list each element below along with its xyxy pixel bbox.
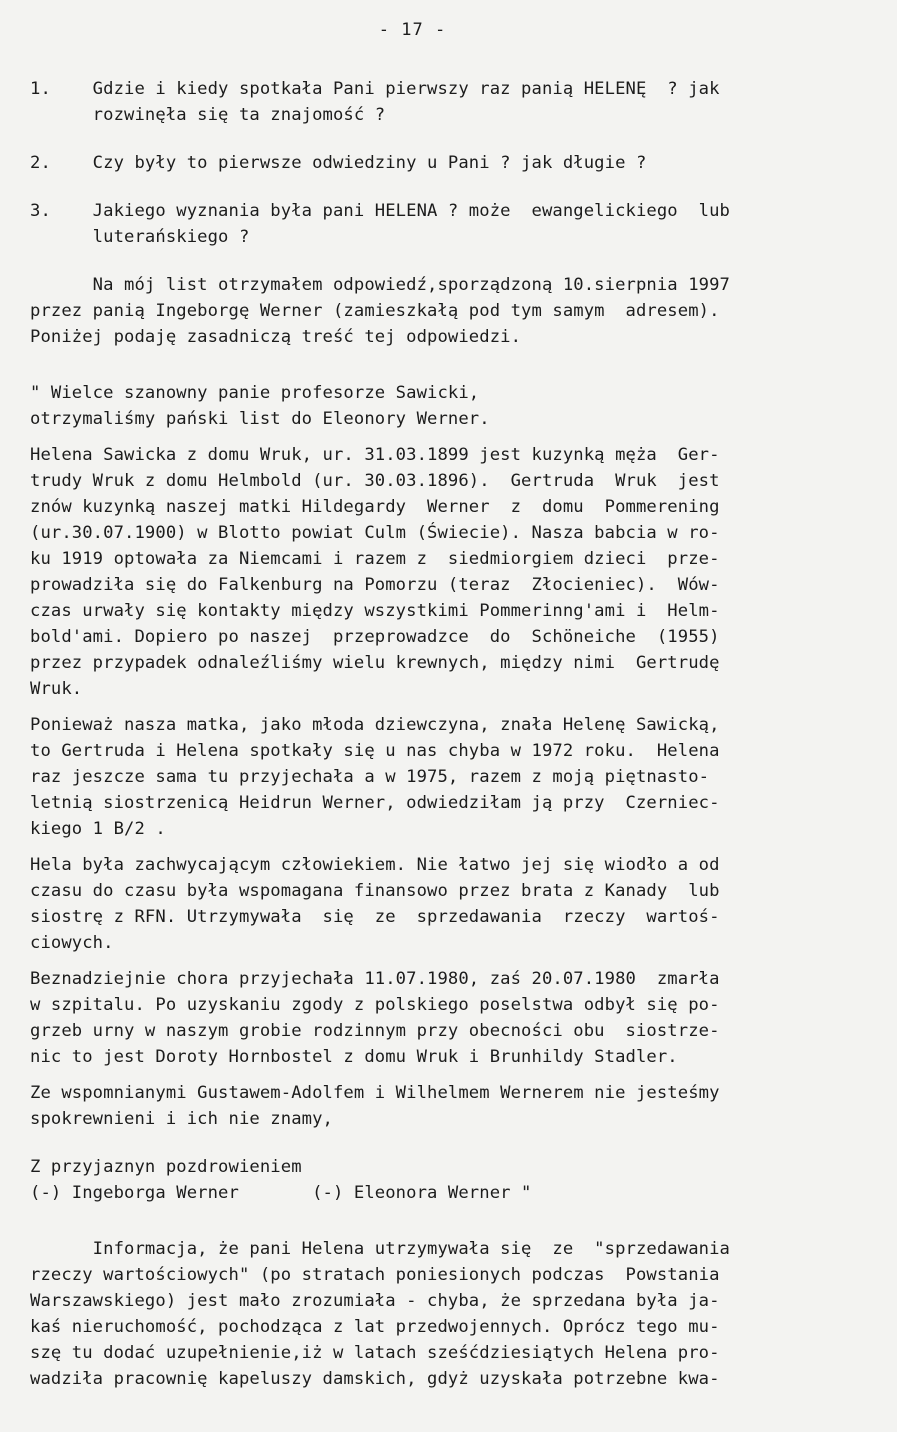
text-line: luterańskiego ?: [30, 227, 250, 247]
text-line: znów kuzynką naszej matki Hildegardy Werner z domu Pommerening: [30, 497, 720, 517]
text-line: prowadziła się do Falkenburg na Pomorzu (teraz Złocieniec). Wów-: [30, 575, 720, 595]
text-line: kiego 1 B/2 .: [30, 819, 166, 839]
text-line: letnią siostrzenicą Heidrun Werner, odwiedziłam ją przy Czerniec-: [30, 793, 720, 813]
text-line: Z przyjaznyn pozdrowieniem: [30, 1157, 302, 1177]
text-line: to Gertruda i Helena spotkały się u nas chyba w 1972 roku. Helena: [30, 741, 720, 761]
text-line: przez przypadek odnaleźliśmy wielu krewnych, między nimi Gertrudę: [30, 653, 720, 673]
text-line: rozwinęła się ta znajomość ?: [30, 105, 386, 125]
text-line: Wruk.: [30, 679, 83, 699]
question-3: [30, 198, 868, 250]
final-paragraph: [30, 1236, 868, 1392]
intro-paragraph: [30, 272, 868, 350]
text-line: Helena Sawicka z domu Wruk, ur. 31.03.1899 jest kuzynką męża Ger-: [30, 445, 720, 465]
text-line: kaś nieruchomość, pochodząca z lat przedwojennych. Oprócz tego mu-: [30, 1317, 720, 1337]
letter-closing: [30, 1154, 868, 1206]
text-line: bold'ami. Dopiero po naszej przeprowadzce do Schöneiche (1955): [30, 627, 720, 647]
text-line: Ponieważ nasza matka, jako młoda dziewczyna, znała Helenę Sawicką,: [30, 715, 720, 735]
letter-paragraph: [30, 966, 868, 1070]
letter-paragraph: [30, 852, 868, 956]
text-line: Hela była zachwycającym człowiekiem. Nie łatwo jej się wiodło a od: [30, 855, 720, 875]
question-1: [30, 76, 868, 128]
text-line: Beznadziejnie chora przyjechała 11.07.1980, zaś 20.07.1980 zmarła: [30, 969, 720, 989]
text-line: raz jeszcze sama tu przyjechała a w 1975, razem z moją piętnasto-: [30, 767, 710, 787]
text-line: szę tu dodać uzupełnienie,iż w latach sześćdziesiątych Helena pro-: [30, 1343, 720, 1363]
text-line: Poniżej podaję zasadniczą treść tej odpowiedzi.: [30, 327, 522, 347]
text-line: otrzymaliśmy pański list do Eleonory Werner.: [30, 409, 490, 429]
text-line: trudy Wruk z domu Helmbold (ur. 30.03.1896). Gertruda Wruk jest: [30, 471, 720, 491]
text-line: ciowych.: [30, 933, 114, 953]
letter-paragraph: [30, 1080, 868, 1132]
text-line: rzeczy wartościowych" (po stratach poniesionych podczas Powstania: [30, 1265, 720, 1285]
text-line: 2. Czy były to pierwsze odwiedziny u Pani ? jak długie ?: [30, 153, 647, 173]
document-body: [30, 76, 868, 1392]
text-line: czas urwały się kontakty między wszystkimi Pommerinng'ami i Helm-: [30, 601, 720, 621]
page-number: - 17 -: [378, 20, 447, 40]
text-line: przez panią Ingeborgę Werner (zamieszkałą pod tym samym adresem).: [30, 301, 720, 321]
letter-salutation: [30, 380, 868, 432]
text-line: " Wielce szanowny panie profesorze Sawicki,: [30, 383, 480, 403]
text-line: Warszawskiego) jest mało zrozumiała - chyba, że sprzedana była ja-: [30, 1291, 720, 1311]
text-line: siostrę z RFN. Utrzymywała się ze sprzedawania rzeczy wartoś-: [30, 907, 720, 927]
text-line: grzeb urny w naszym grobie rodzinnym przy obecności obu siostrze-: [30, 1021, 720, 1041]
letter-paragraph: [30, 442, 868, 702]
text-line: spokrewnieni i ich nie znamy,: [30, 1109, 333, 1129]
text-line: Ze wspomnianymi Gustawem-Adolfem i Wilhelmem Wernerem nie jesteśmy: [30, 1083, 720, 1103]
text-line: nic to jest Doroty Hornbostel z domu Wruk i Brunhildy Stadler.: [30, 1047, 678, 1067]
text-line: 3. Jakiego wyznania była pani HELENA ? może ewangelickiego lub: [30, 201, 730, 221]
text-line: (ur.30.07.1900) w Blotto powiat Culm (Świecie). Nasza babcia w ro-: [30, 523, 720, 543]
text-line: ku 1919 optowała za Niemcami i razem z siedmiorgiem dzieci prze-: [30, 549, 720, 569]
text-line: czasu do czasu była wspomagana finansowo przez brata z Kanady lub: [30, 881, 720, 901]
letter-paragraph: [30, 712, 868, 842]
signatures: (-) Ingeborga Werner (-) Eleonora Werner ": [30, 1183, 532, 1203]
text-line: wadziła pracownię kapeluszy damskich, gdyż uzyskała potrzebne kwa-: [30, 1369, 720, 1389]
text-line: Na mój list otrzymałem odpowiedź,sporządzoną 10.sierpnia 1997: [30, 275, 730, 295]
text-line: w szpitalu. Po uzyskaniu zgody z polskiego poselstwa odbył się po-: [30, 995, 720, 1015]
question-2: [30, 150, 868, 176]
text-line: 1. Gdzie i kiedy spotkała Pani pierwszy raz panią HELENĘ ? jak: [30, 79, 720, 99]
text-line: Informacja, że pani Helena utrzymywała się ze "sprzedawania: [30, 1239, 730, 1259]
